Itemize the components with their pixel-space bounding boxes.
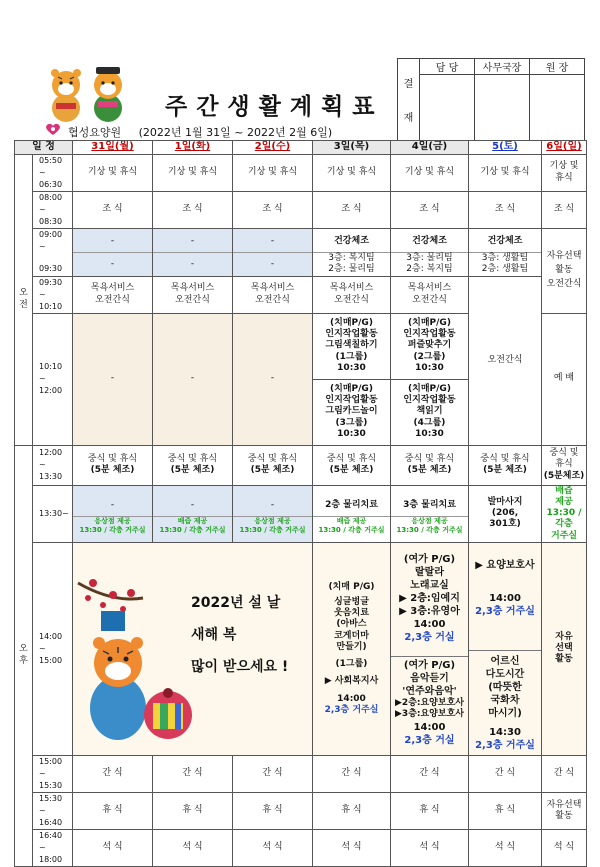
cell-thu-cog1: (치매P/G) 인지작업활동 그림색칠하기 (1그룹) 10:30 (313, 313, 391, 379)
cell-thu-pm: (치매 P/G) 싱글벙글 웃음치료 (아바스 코게더마 만들기) (1그룹) ▶ 사회복지사 14:00 2,3층 거주실 (313, 542, 391, 755)
cell: 목욕서비스 오전간식 (313, 276, 391, 313)
cell-sun-0900: 자유선택 활동 오전간식 (542, 228, 587, 313)
greeting-line-3: 많이 받으세요 ! (191, 658, 289, 675)
lucky-bag-icon (144, 688, 192, 739)
approval-sign-staff[interactable] (420, 75, 475, 145)
cell-tue-0900: - - (153, 228, 233, 276)
cell-thu-1330: 2층 물리치료 배즙 제공 13:30 / 각층 거주실 (313, 485, 391, 542)
day-mon: 31일(월) (73, 141, 153, 155)
cell: 조 식 (469, 191, 542, 228)
cell: 목욕서비스 오전간식 (153, 276, 233, 313)
cell-fri-1330: 3층 물리치료 응상점 제공 13:30 / 각층 거주실 (391, 485, 469, 542)
cell-thu-cog2: (치매P/G) 인지작업활동 그림카드놀이 (3그룹) 10:30 (313, 379, 391, 445)
cell: 조 식 (391, 191, 469, 228)
tiger-character-icon (90, 637, 146, 740)
date-range: (2022년 1월 31일 ~ 2022년 2월 6일) (138, 126, 333, 139)
cell-fri-cog2: (치매P/G) 인지작업활동 책읽기 (4그룹) 10:30 (391, 379, 469, 445)
cell-wed-1330: - 응상점 제공 13:30 / 각층 거주실 (233, 485, 313, 542)
cell: 간 식 (469, 755, 542, 792)
time-0900: 09:00 ~ 09:30 (33, 228, 73, 276)
time-1640: 16:40 ~ 18:00 (33, 829, 73, 866)
cell: 간 식 (313, 755, 391, 792)
cell: 조 식 (542, 191, 587, 228)
cell-mon-0900: - - (73, 228, 153, 276)
cell: 휴 식 (153, 792, 233, 829)
cell-tue-1330: - 배즙 제공 13:30 / 각층 거주실 (153, 485, 233, 542)
new-year-illustration (73, 543, 311, 754)
time-1330: 13:30~ (33, 485, 73, 542)
greeting-line-2: 새해 복 (191, 626, 237, 643)
day-sat: 5(토) (469, 141, 542, 155)
day-sun: 6일(일) (542, 141, 587, 155)
cell: 기상 및 휴식 (391, 154, 469, 191)
cell: 중식 및 휴식 (5분 체조) (469, 445, 542, 485)
time-1500: 15:00 ~ 15:30 (33, 755, 73, 792)
approval-role-manager: 사무국장 (475, 59, 530, 75)
cell: 중식 및 휴식 (5분 체조) (233, 445, 313, 485)
page-title: 주간생활계획표 (165, 94, 384, 120)
cell: 석 식 (542, 829, 587, 866)
cell-sat-pm: ▶ 요양보호사 14:00 2,3층 거주실 어르신 다도시간 (따뜻한 국화차 마시기) 14:30 2,3층 거주실 (469, 542, 542, 755)
approval-sign-manager[interactable] (475, 75, 530, 145)
heart-logo-icon (44, 123, 62, 136)
cell: - (153, 313, 233, 445)
approval-role-staff: 담 당 (420, 59, 475, 75)
cell-sun-pear: 배즙 제공 13:30 / 각층 거주실 (542, 485, 587, 542)
tiger-right-icon (94, 67, 122, 122)
cell-thu-0900: 건강체조 3층: 복지팀 2층: 물리팀 (313, 228, 391, 276)
cell: 석 식 (153, 829, 233, 866)
cell: 조 식 (313, 191, 391, 228)
day-wed: 2일(수) (233, 141, 313, 155)
cell: 중식 및 휴식 (5분 체조) (153, 445, 233, 485)
time-1400: 14:00 ~ 15:00 (33, 542, 73, 755)
cell: 기상 및 휴식 (233, 154, 313, 191)
cell: 석 식 (391, 829, 469, 866)
cell: 석 식 (469, 829, 542, 866)
subtitle (68, 124, 332, 140)
cell: 조 식 (233, 191, 313, 228)
cell: - (73, 313, 153, 445)
cell-sun-pm: 자유 선택 활동 (542, 542, 587, 755)
cell: 목욕서비스 오전간식 (233, 276, 313, 313)
facility-name: 협성요양원 (68, 126, 122, 139)
day-fri: 4일(금) (391, 141, 469, 155)
cell: 기상 및 휴식 (469, 154, 542, 191)
cell-fri-0900: 건강체조 3층: 물리팀 2층: 복지팀 (391, 228, 469, 276)
cell: 간 식 (153, 755, 233, 792)
day-tue: 1일(화) (153, 141, 233, 155)
cell: 간 식 (391, 755, 469, 792)
cell: 자유선택 활동 (542, 792, 587, 829)
time-1530: 15:30 ~ 16:40 (33, 792, 73, 829)
cell: 기상 및 휴식 (313, 154, 391, 191)
time-0800: 08:00 ~ 08:30 (33, 191, 73, 228)
cell: - (233, 313, 313, 445)
cell: 목욕서비스 오전간식 (391, 276, 469, 313)
cell: 조 식 (153, 191, 233, 228)
header-row (15, 141, 587, 155)
weekly-schedule-table (14, 140, 587, 867)
cell: 휴 식 (391, 792, 469, 829)
time-0930: 09:30 ~ 10:10 (33, 276, 73, 313)
cell: 기상 및 휴식 (542, 154, 587, 191)
approval-role-director: 원 장 (530, 59, 585, 75)
approval-label: 결 재 (398, 59, 420, 145)
time-1010: 10:10 ~ 12:00 (33, 313, 73, 445)
cell: 석 식 (73, 829, 153, 866)
cell: 휴 식 (469, 792, 542, 829)
cell: 간 식 (233, 755, 313, 792)
cell: 휴 식 (313, 792, 391, 829)
cell: 중식 및 휴식 (5분체조) (542, 445, 587, 485)
cell: 기상 및 휴식 (153, 154, 233, 191)
cell: 석 식 (233, 829, 313, 866)
new-year-greeting (73, 542, 313, 755)
cell: 중식 및 휴식 (5분 체조) (73, 445, 153, 485)
time-1200: 12:00 ~ 13:30 (33, 445, 73, 485)
cell: 중식 및 휴식 (5분 체조) (391, 445, 469, 485)
greeting-line-1: 2022년 설 날 (191, 594, 281, 611)
tiger-left-icon (51, 69, 81, 122)
cell: 중식 및 휴식 (5분 체조) (313, 445, 391, 485)
cell-mon-1330: - 응상점 제공 13:30 / 각층 거주실 (73, 485, 153, 542)
tiger-mascot-illustration (46, 63, 146, 123)
cell-fri-cog1: (치매P/G) 인지작업활동 퍼즐맞추기 (2그룹) 10:30 (391, 313, 469, 379)
cell-fri-pm: (여가 P/G) 랄랄라 노래교실 ▶ 2층:임예지 ▶ 3층:유영아 14:00 2,3층 거실 (여가 P/G) 음악듣기 '연주와음악' ▶2층:요양보호사 ▶3층:요양보호사 14:00 2,3층 거실 (391, 542, 469, 755)
cell: 석 식 (313, 829, 391, 866)
period-pm: 오 후 (15, 445, 33, 866)
cell-wed-0900: - - (233, 228, 313, 276)
day-thu: 3일(목) (313, 141, 391, 155)
period-am: 오 전 (15, 154, 33, 445)
approval-box (397, 58, 585, 145)
cell: 목욕서비스 오전간식 (73, 276, 153, 313)
time-0550: 05:50 ~ 06:30 (33, 154, 73, 191)
cell: 간 식 (73, 755, 153, 792)
cell-sun-worship: 예 배 (542, 313, 587, 445)
approval-sign-director[interactable] (530, 75, 585, 145)
cell: 휴 식 (233, 792, 313, 829)
cell: 간 식 (542, 755, 587, 792)
cell: 기상 및 휴식 (73, 154, 153, 191)
cell-sat-massage: 발마사지 (206, 301호) (469, 485, 542, 542)
cell-sat-0900: 건강체조 3층: 생활팀 2층: 생활팀 (469, 228, 542, 276)
cell-sat-am-snack: 오전간식 (469, 276, 542, 445)
schedule-header: 일 정 (15, 141, 73, 155)
cell: 휴 식 (73, 792, 153, 829)
cell: 조 식 (73, 191, 153, 228)
